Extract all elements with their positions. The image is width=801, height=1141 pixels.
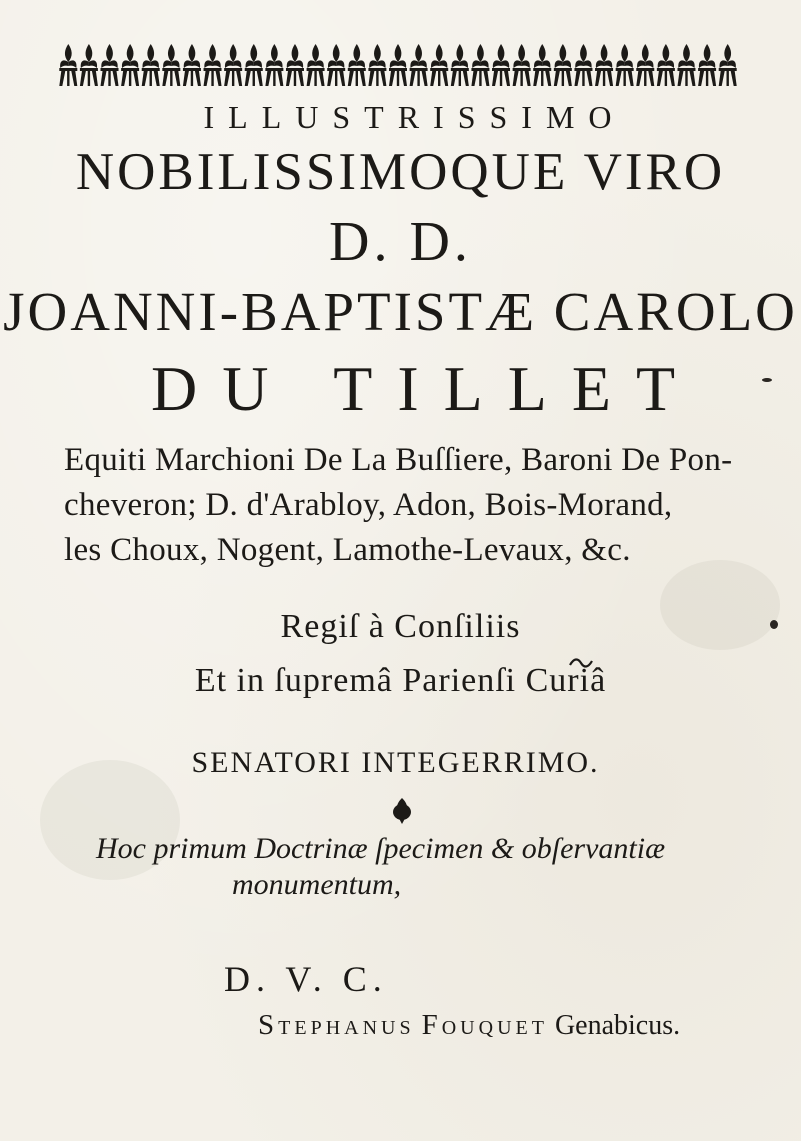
ornament-fleur-icon [719, 44, 737, 86]
ornament-fleur-icon [80, 44, 98, 86]
ornament-fleur-icon [677, 44, 695, 86]
signature-last-rest: OUQUET [441, 1017, 548, 1039]
ornament-fleur-icon [430, 44, 448, 86]
ornament-fleur-icon [204, 44, 222, 86]
signature-first-cap: S [258, 1009, 279, 1041]
signature-last-cap: F [421, 1009, 442, 1041]
line-suprema: Et in ſupremâ Parienſi Curiâ [194, 662, 607, 699]
ornament-fleur-icon [574, 44, 592, 86]
ornament-fleur-icon [513, 44, 531, 86]
ornament-fleur-icon [657, 44, 675, 86]
ornament-band [58, 40, 738, 92]
ornament-fleur-icon [59, 44, 77, 86]
heading-nobilissimo: NOBILISSIMOQUE VIRO [75, 143, 726, 201]
ornament-fleur-icon [451, 44, 469, 86]
ornament-fleur-icon [554, 44, 572, 86]
signature-first-rest: TEPHANUS [278, 1017, 415, 1039]
ornament-fleur-icon [265, 44, 283, 86]
ornament-fleur-icon [636, 44, 654, 86]
heading-dutillet: DU TILLET [150, 353, 701, 424]
ornament-fleur-icon [616, 44, 634, 86]
ornament-fleur-icon [533, 44, 551, 86]
dedication-line-2: monumentum, [232, 868, 402, 901]
ornament-fleur-icon [307, 44, 325, 86]
signature-tail: Genabicus. [554, 1010, 681, 1041]
ornament-fleur-icon [183, 44, 201, 86]
ornament-fleur-icon [492, 44, 510, 86]
line-regia: Regiſ à Conſiliis [280, 608, 521, 645]
ornament-fleur-icon [348, 44, 366, 86]
initials-dvc: D. V. C. [224, 959, 388, 999]
dedication-line-1: Hoc primum Doctrinæ ſpecimen & obſervantiæ [96, 832, 666, 865]
fleuron-icon [390, 796, 414, 826]
line-senatori: SENATORI INTEGERRIMO. [191, 746, 600, 779]
ornament-fleur-icon [410, 44, 428, 86]
ornament-fleur-icon [471, 44, 489, 86]
ornament-fleur-icon [286, 44, 304, 86]
ornament-fleur-icon [101, 44, 119, 86]
ornament-fleur-icon [368, 44, 386, 86]
ornament-fleur-icon [224, 44, 242, 86]
ornament-fleur-icon [327, 44, 345, 86]
heading-dd: D. D. [329, 211, 472, 273]
ornament-fleur-icon [595, 44, 613, 86]
ornament-fleur-icon [698, 44, 716, 86]
heading-joanni: JOANNI-BAPTISTÆ CAROLO [3, 281, 798, 342]
heading-illustrissimo: ILLUSTRISSIMO [203, 99, 626, 135]
ornament-fleur-icon [162, 44, 180, 86]
ornament-fleur-icon [389, 44, 407, 86]
titles-line-3: les Choux, Nogent, Lamothe-Levaux, &c. [64, 532, 631, 568]
signature [258, 1009, 680, 1042]
ornament-fleur-icon [245, 44, 263, 86]
ornament-fleur-icon [121, 44, 139, 86]
titles-line-2: cheveron; D. d'Arabloy, Adon, Bois-Morand, [64, 487, 673, 523]
ornament-fleur-icon [142, 44, 160, 86]
titles-line-1: Equiti Marchioni De La Buſſiere, Baroni De Pon- [64, 442, 733, 478]
